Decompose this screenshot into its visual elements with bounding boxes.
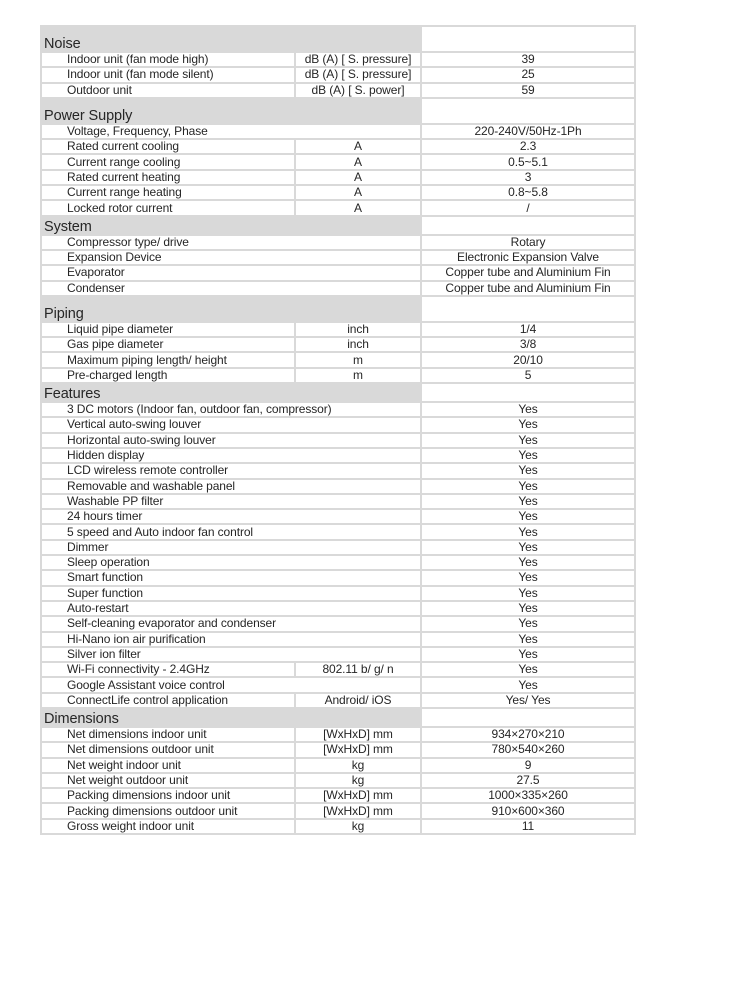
spec-table	[40, 25, 636, 835]
section-header-blank-cell	[421, 296, 635, 322]
spec-value: Copper tube and Aluminium Fin	[421, 281, 635, 296]
spec-unit: m	[295, 352, 421, 367]
spec-value: Copper tube and Aluminium Fin	[421, 265, 635, 280]
table-row	[41, 524, 635, 539]
spec-value: Yes	[421, 494, 635, 509]
spec-unit: m	[295, 368, 421, 383]
table-row	[41, 52, 635, 67]
section-header-system	[41, 216, 635, 235]
spec-label: 24 hours timer	[41, 509, 421, 524]
spec-unit: [WxHxD] mm	[295, 788, 421, 803]
section-title: Noise	[41, 26, 421, 52]
spec-value: Yes	[421, 632, 635, 647]
table-row	[41, 494, 635, 509]
table-row	[41, 479, 635, 494]
spec-label: Removable and washable panel	[41, 479, 421, 494]
spec-label: Gas pipe diameter	[41, 337, 295, 352]
table-row	[41, 154, 635, 169]
section-header-blank-cell	[421, 383, 635, 402]
spec-value: Yes	[421, 524, 635, 539]
table-row	[41, 170, 635, 185]
spec-label: Indoor unit (fan mode high)	[41, 52, 295, 67]
spec-value: 5	[421, 368, 635, 383]
table-row	[41, 368, 635, 383]
section-title: Power Supply	[41, 98, 421, 124]
spec-value: Yes	[421, 601, 635, 616]
table-row	[41, 540, 635, 555]
section-header-power-supply	[41, 98, 635, 124]
spec-label: Expansion Device	[41, 250, 421, 265]
spec-label: Net weight indoor unit	[41, 758, 295, 773]
spec-unit: dB (A) [ S. pressure]	[295, 67, 421, 82]
spec-label: Vertical auto-swing louver	[41, 417, 421, 432]
table-row	[41, 586, 635, 601]
spec-label: Sleep operation	[41, 555, 421, 570]
spec-value: 20/10	[421, 352, 635, 367]
spec-label: Compressor type/ drive	[41, 235, 421, 250]
section-header-blank-cell	[421, 98, 635, 124]
section-title: System	[41, 216, 421, 235]
spec-value: Yes	[421, 555, 635, 570]
spec-unit: kg	[295, 773, 421, 788]
spec-label: Condenser	[41, 281, 421, 296]
spec-label: Auto-restart	[41, 601, 421, 616]
table-row	[41, 402, 635, 417]
spec-unit: inch	[295, 337, 421, 352]
spec-value: Yes	[421, 433, 635, 448]
section-header-dimensions	[41, 708, 635, 727]
spec-label: Net weight outdoor unit	[41, 773, 295, 788]
spec-label: Outdoor unit	[41, 83, 295, 98]
spec-label: Smart function	[41, 570, 421, 585]
table-row	[41, 601, 635, 616]
section-title: Piping	[41, 296, 421, 322]
section-title: Dimensions	[41, 708, 421, 727]
spec-unit: 802.11 b/ g/ n	[295, 662, 421, 677]
section-header-piping	[41, 296, 635, 322]
spec-label: Current range cooling	[41, 154, 295, 169]
spec-label: Packing dimensions outdoor unit	[41, 803, 295, 818]
spec-value: 910×600×360	[421, 803, 635, 818]
spec-unit: kg	[295, 758, 421, 773]
spec-value: Yes	[421, 662, 635, 677]
spec-label: Rated current cooling	[41, 139, 295, 154]
spec-label: Hidden display	[41, 448, 421, 463]
spec-unit: [WxHxD] mm	[295, 742, 421, 757]
spec-unit: Android/ iOS	[295, 693, 421, 708]
table-row	[41, 616, 635, 631]
table-row	[41, 693, 635, 708]
spec-unit: A	[295, 139, 421, 154]
spec-label: Gross weight indoor unit	[41, 819, 295, 834]
spec-label: Net dimensions outdoor unit	[41, 742, 295, 757]
spec-value: Yes	[421, 647, 635, 662]
table-row	[41, 742, 635, 757]
table-row	[41, 185, 635, 200]
spec-value: Yes	[421, 417, 635, 432]
spec-label: Silver ion filter	[41, 647, 421, 662]
spec-label: Hi-Nano ion air purification	[41, 632, 421, 647]
table-row	[41, 250, 635, 265]
spec-value: Yes	[421, 479, 635, 494]
spec-label: Washable PP filter	[41, 494, 421, 509]
spec-value: 27.5	[421, 773, 635, 788]
spec-value: 11	[421, 819, 635, 834]
spec-value: Yes	[421, 448, 635, 463]
spec-label: ConnectLife control application	[41, 693, 295, 708]
spec-label: Liquid pipe diameter	[41, 322, 295, 337]
spec-value: Yes	[421, 616, 635, 631]
spec-unit: A	[295, 185, 421, 200]
spec-value: 39	[421, 52, 635, 67]
spec-label: Rated current heating	[41, 170, 295, 185]
spec-label: Pre-charged length	[41, 368, 295, 383]
table-row	[41, 662, 635, 677]
spec-value: 25	[421, 67, 635, 82]
spec-label: Google Assistant voice control	[41, 677, 421, 692]
spec-value: Yes	[421, 402, 635, 417]
table-row	[41, 758, 635, 773]
table-row	[41, 773, 635, 788]
spec-label: Dimmer	[41, 540, 421, 555]
spec-label: 3 DC motors (Indoor fan, outdoor fan, compressor)	[41, 402, 421, 417]
table-row	[41, 235, 635, 250]
spec-label: Locked rotor current	[41, 200, 295, 215]
spec-value: Yes	[421, 570, 635, 585]
section-header-blank-cell	[421, 26, 635, 52]
table-row	[41, 555, 635, 570]
spec-unit: [WxHxD] mm	[295, 803, 421, 818]
spec-label: Indoor unit (fan mode silent)	[41, 67, 295, 82]
table-row	[41, 803, 635, 818]
spec-label: Maximum piping length/ height	[41, 352, 295, 367]
spec-value: 3	[421, 170, 635, 185]
spec-value: 2.3	[421, 139, 635, 154]
spec-value: 0.5~5.1	[421, 154, 635, 169]
table-row	[41, 352, 635, 367]
table-row	[41, 124, 635, 139]
table-row	[41, 433, 635, 448]
spec-value: 220-240V/50Hz-1Ph	[421, 124, 635, 139]
spec-label: LCD wireless remote controller	[41, 463, 421, 478]
table-row	[41, 463, 635, 478]
spec-value: 1/4	[421, 322, 635, 337]
spec-value: 0.8~5.8	[421, 185, 635, 200]
spec-label: Self-cleaning evaporator and condenser	[41, 616, 421, 631]
spec-label: Packing dimensions indoor unit	[41, 788, 295, 803]
spec-label: Super function	[41, 586, 421, 601]
spec-value: 9	[421, 758, 635, 773]
section-title: Features	[41, 383, 421, 402]
spec-unit: dB (A) [ S. power]	[295, 83, 421, 98]
spec-value: Yes	[421, 677, 635, 692]
table-row	[41, 337, 635, 352]
table-row	[41, 788, 635, 803]
table-row	[41, 632, 635, 647]
spec-label: Net dimensions indoor unit	[41, 727, 295, 742]
spec-label: Evaporator	[41, 265, 421, 280]
table-row	[41, 819, 635, 834]
table-row	[41, 509, 635, 524]
table-row	[41, 647, 635, 662]
spec-value: Yes/ Yes	[421, 693, 635, 708]
spec-value: 780×540×260	[421, 742, 635, 757]
table-row	[41, 322, 635, 337]
spec-unit: A	[295, 200, 421, 215]
spec-unit: kg	[295, 819, 421, 834]
spec-value: Electronic Expansion Valve	[421, 250, 635, 265]
spec-value: Yes	[421, 540, 635, 555]
section-header-blank-cell	[421, 216, 635, 235]
spec-value: 934×270×210	[421, 727, 635, 742]
section-header-features	[41, 383, 635, 402]
spec-unit: inch	[295, 322, 421, 337]
table-row	[41, 83, 635, 98]
spec-table-body	[41, 26, 635, 834]
spec-value: Yes	[421, 509, 635, 524]
spec-unit: dB (A) [ S. pressure]	[295, 52, 421, 67]
table-row	[41, 200, 635, 215]
table-row	[41, 727, 635, 742]
spec-label: 5 speed and Auto indoor fan control	[41, 524, 421, 539]
spec-value: 59	[421, 83, 635, 98]
spec-unit: A	[295, 154, 421, 169]
table-row	[41, 139, 635, 154]
table-row	[41, 417, 635, 432]
spec-value: 1000×335×260	[421, 788, 635, 803]
spec-label: Voltage, Frequency, Phase	[41, 124, 421, 139]
spec-unit: A	[295, 170, 421, 185]
spec-value: Rotary	[421, 235, 635, 250]
table-row	[41, 448, 635, 463]
section-header-blank-cell	[421, 708, 635, 727]
table-row	[41, 570, 635, 585]
spec-label: Wi-Fi connectivity - 2.4GHz	[41, 662, 295, 677]
spec-unit: [WxHxD] mm	[295, 727, 421, 742]
section-header-noise	[41, 26, 635, 52]
spec-value: 3/8	[421, 337, 635, 352]
spec-value: Yes	[421, 463, 635, 478]
table-row	[41, 281, 635, 296]
spec-value: /	[421, 200, 635, 215]
spec-label: Current range heating	[41, 185, 295, 200]
table-row	[41, 677, 635, 692]
spec-label: Horizontal auto-swing louver	[41, 433, 421, 448]
table-row	[41, 265, 635, 280]
table-row	[41, 67, 635, 82]
spec-value: Yes	[421, 586, 635, 601]
